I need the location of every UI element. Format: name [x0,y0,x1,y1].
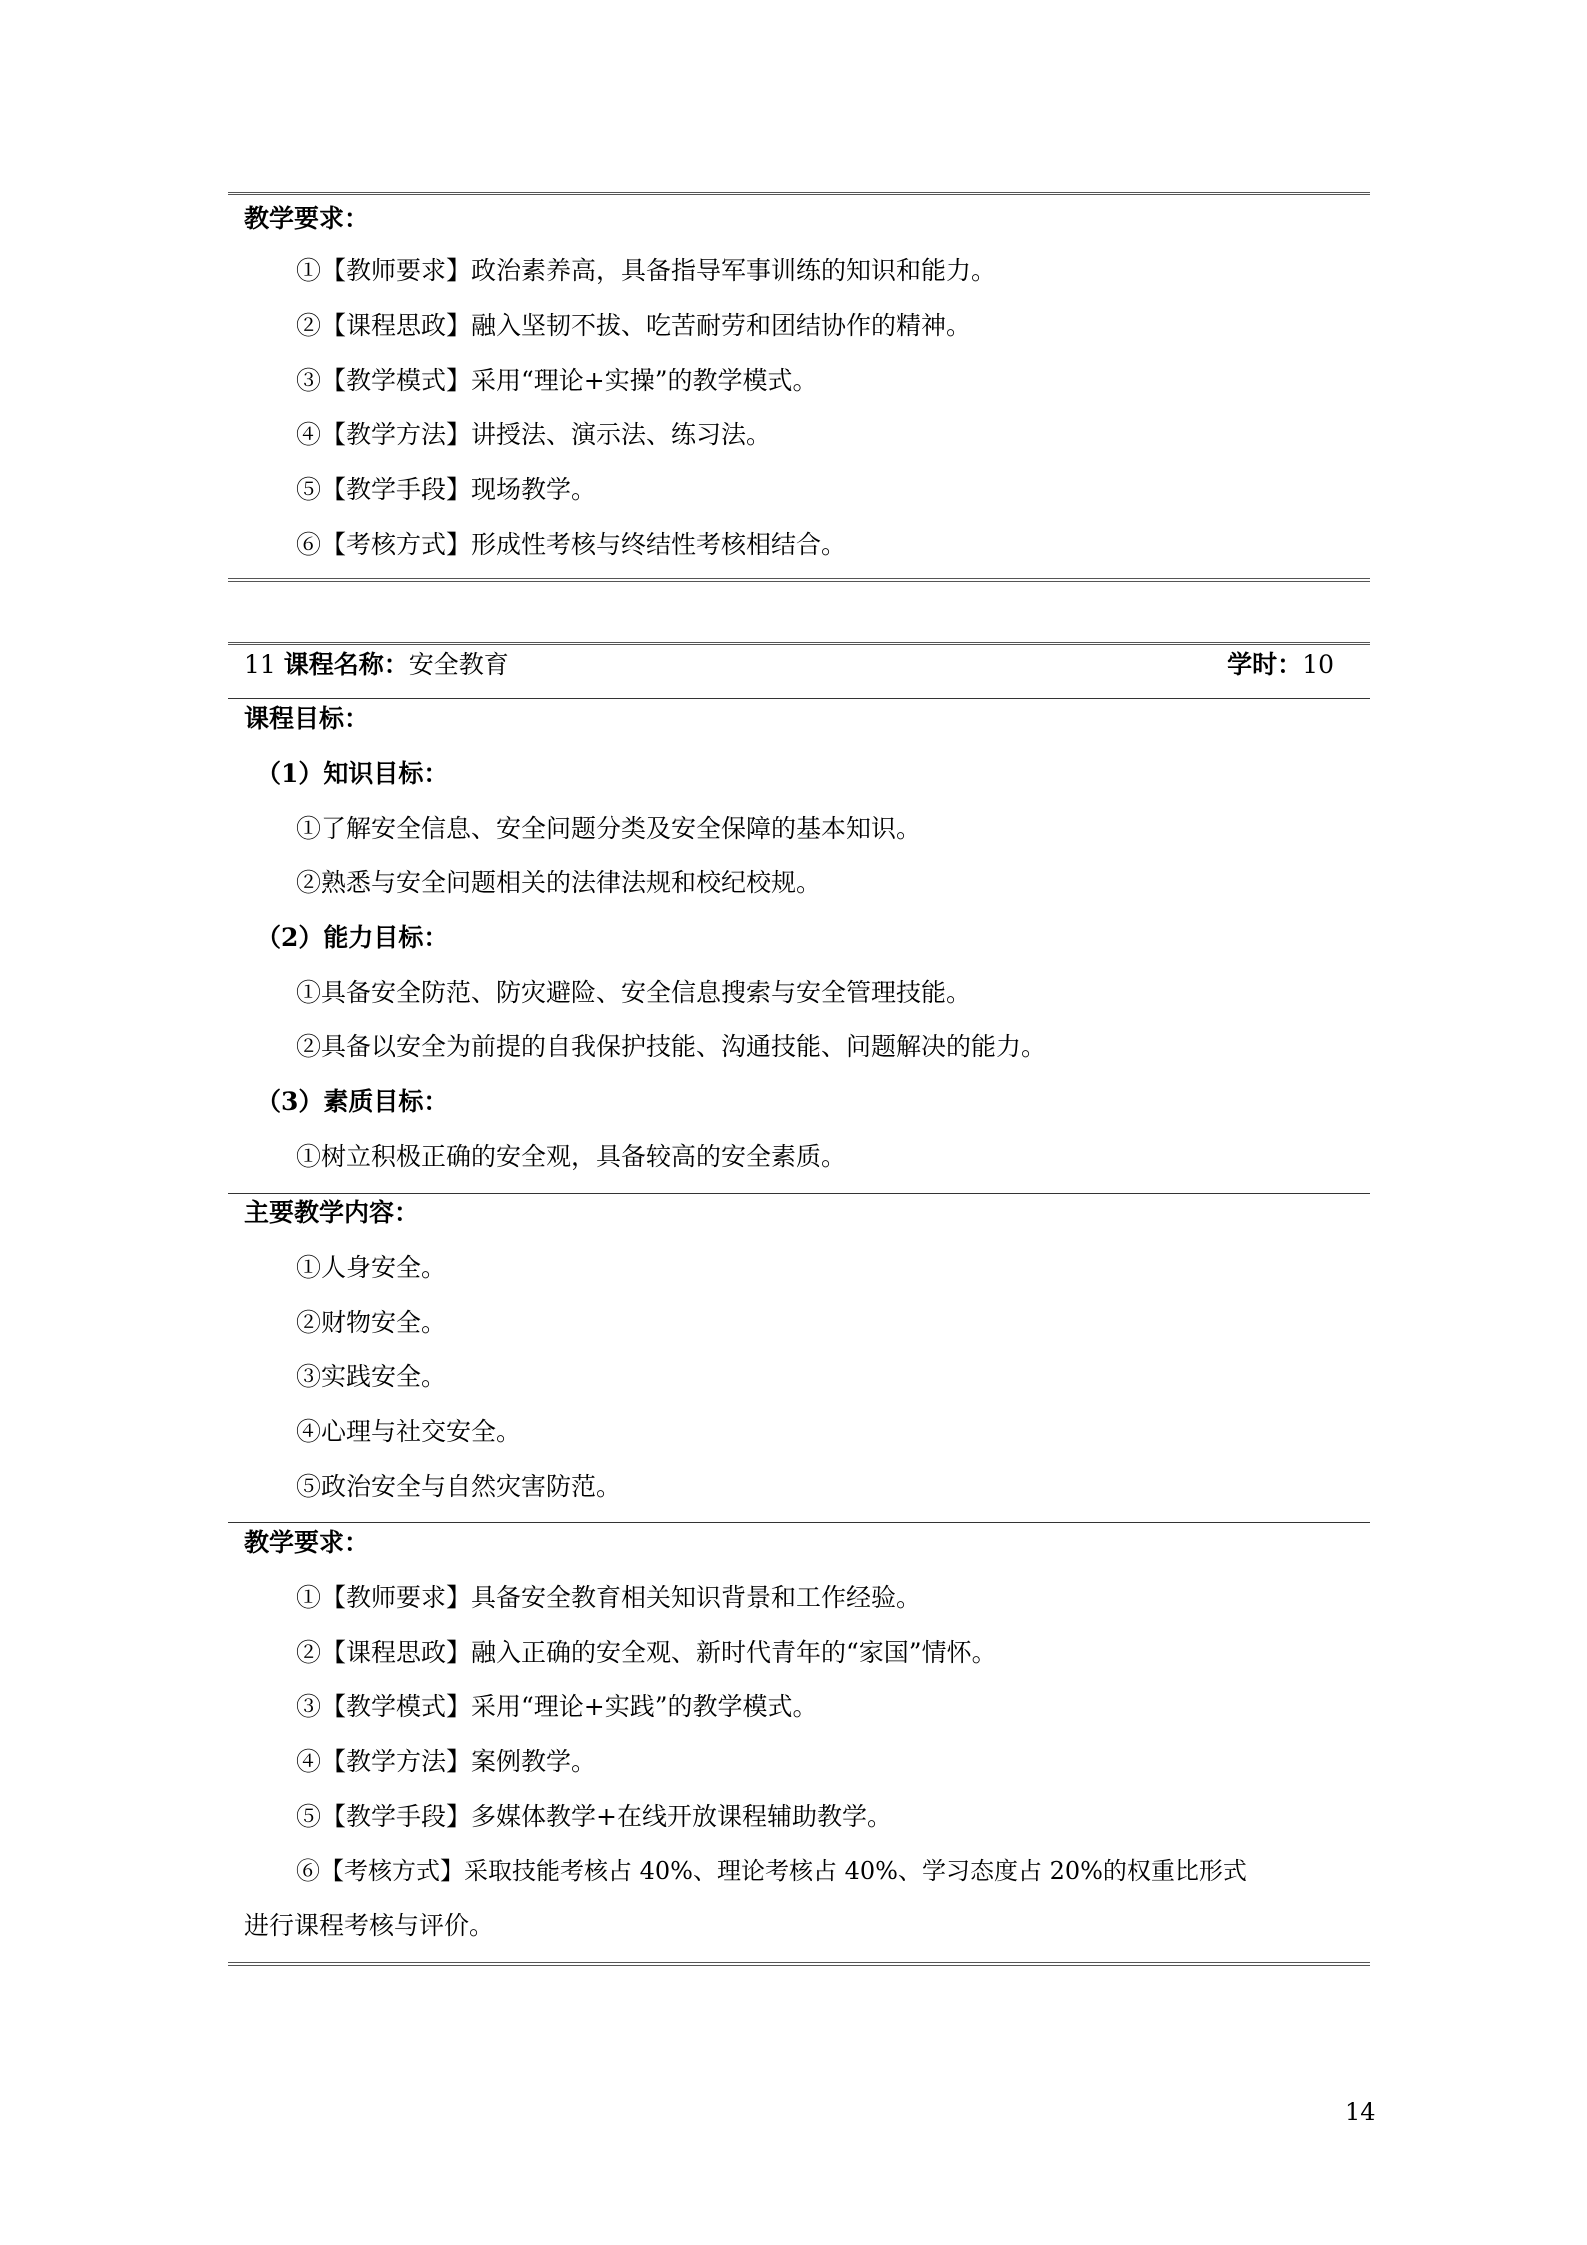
course-name: 安全教育 [408,650,509,679]
list-item-continuation: 进行课程考核与评价。 [244,1911,495,1940]
list-item: ⑤政治安全与自然灾害防范。 [296,1472,622,1501]
list-item: ①【教师要求】具备安全教育相关知识背景和工作经验。 [296,1583,922,1612]
list-item: ①了解安全信息、安全问题分类及安全保障的基本知识。 [296,814,922,843]
row-divider [228,1193,1370,1194]
row-divider [228,1522,1370,1523]
list-item: ④【教学方法】讲授法、演示法、练习法。 [296,420,772,449]
list-item: ③【教学模式】采用“理论+实践”的教学模式。 [296,1692,818,1721]
course-name-label: 课程名称： [283,650,409,679]
quality-heading: （3）素质目标： [256,1087,449,1116]
list-item: ①人身安全。 [296,1253,447,1282]
list-item: ②【课程思政】融入正确的安全观、新时代青年的“家国”情怀。 [296,1638,997,1667]
ability-heading: （2）能力目标： [256,923,449,952]
content-heading: 主要教学内容： [244,1198,420,1227]
list-item: ①【教师要求】政治素养高，具备指导军事训练的知识和能力。 [296,256,997,285]
list-item: ②财物安全。 [296,1308,447,1337]
course-top-rule [228,642,1370,645]
list-item: ⑤【教学手段】多媒体教学+在线开放课程辅助教学。 [296,1802,892,1831]
list-item: ③实践安全。 [296,1362,447,1391]
list-item: ①树立积极正确的安全观，具备较高的安全素质。 [296,1142,847,1171]
hours-value: 10 [1302,650,1334,679]
row-divider [228,698,1370,699]
list-item: ⑥【考核方式】采取技能考核占 40%、理论考核占 40%、学习态度占 20%的权重比形式 [296,1857,1247,1885]
requirements-heading: 教学要求： [244,204,370,233]
course-hours [1227,648,1334,682]
requirements-heading: 教学要求： [244,1528,370,1557]
list-item: ②【课程思政】融入坚韧不拔、吃苦耐劳和团结协作的精神。 [296,311,972,340]
top-rule [228,192,1370,195]
bottom-rule [228,578,1370,582]
hours-label: 学时： [1227,650,1303,679]
list-item: ②熟悉与安全问题相关的法律法规和校纪校规。 [296,868,822,897]
list-item: ③【教学模式】采用“理论+实操”的教学模式。 [296,366,818,395]
page-number: 14 [1345,2098,1376,2126]
course-title-row [244,648,1354,682]
list-item: ②具备以安全为前提的自我保护技能、沟通技能、问题解决的能力。 [296,1032,1047,1061]
objectives-heading: 课程目标： [244,704,370,733]
course-number: 11 [244,650,276,679]
knowledge-heading: （1）知识目标： [256,759,449,788]
list-item: ④心理与社交安全。 [296,1417,522,1446]
course-block [228,642,1370,1972]
course-bottom-rule [228,1962,1370,1966]
list-item: ⑤【教学手段】现场教学。 [296,475,597,504]
list-item: ④【教学方法】案例教学。 [296,1747,597,1776]
prev-course-requirements [228,192,1370,584]
list-item: ①具备安全防范、防灾避险、安全信息搜索与安全管理技能。 [296,978,972,1007]
list-item: ⑥【考核方式】形成性考核与终结性考核相结合。 [296,530,847,559]
